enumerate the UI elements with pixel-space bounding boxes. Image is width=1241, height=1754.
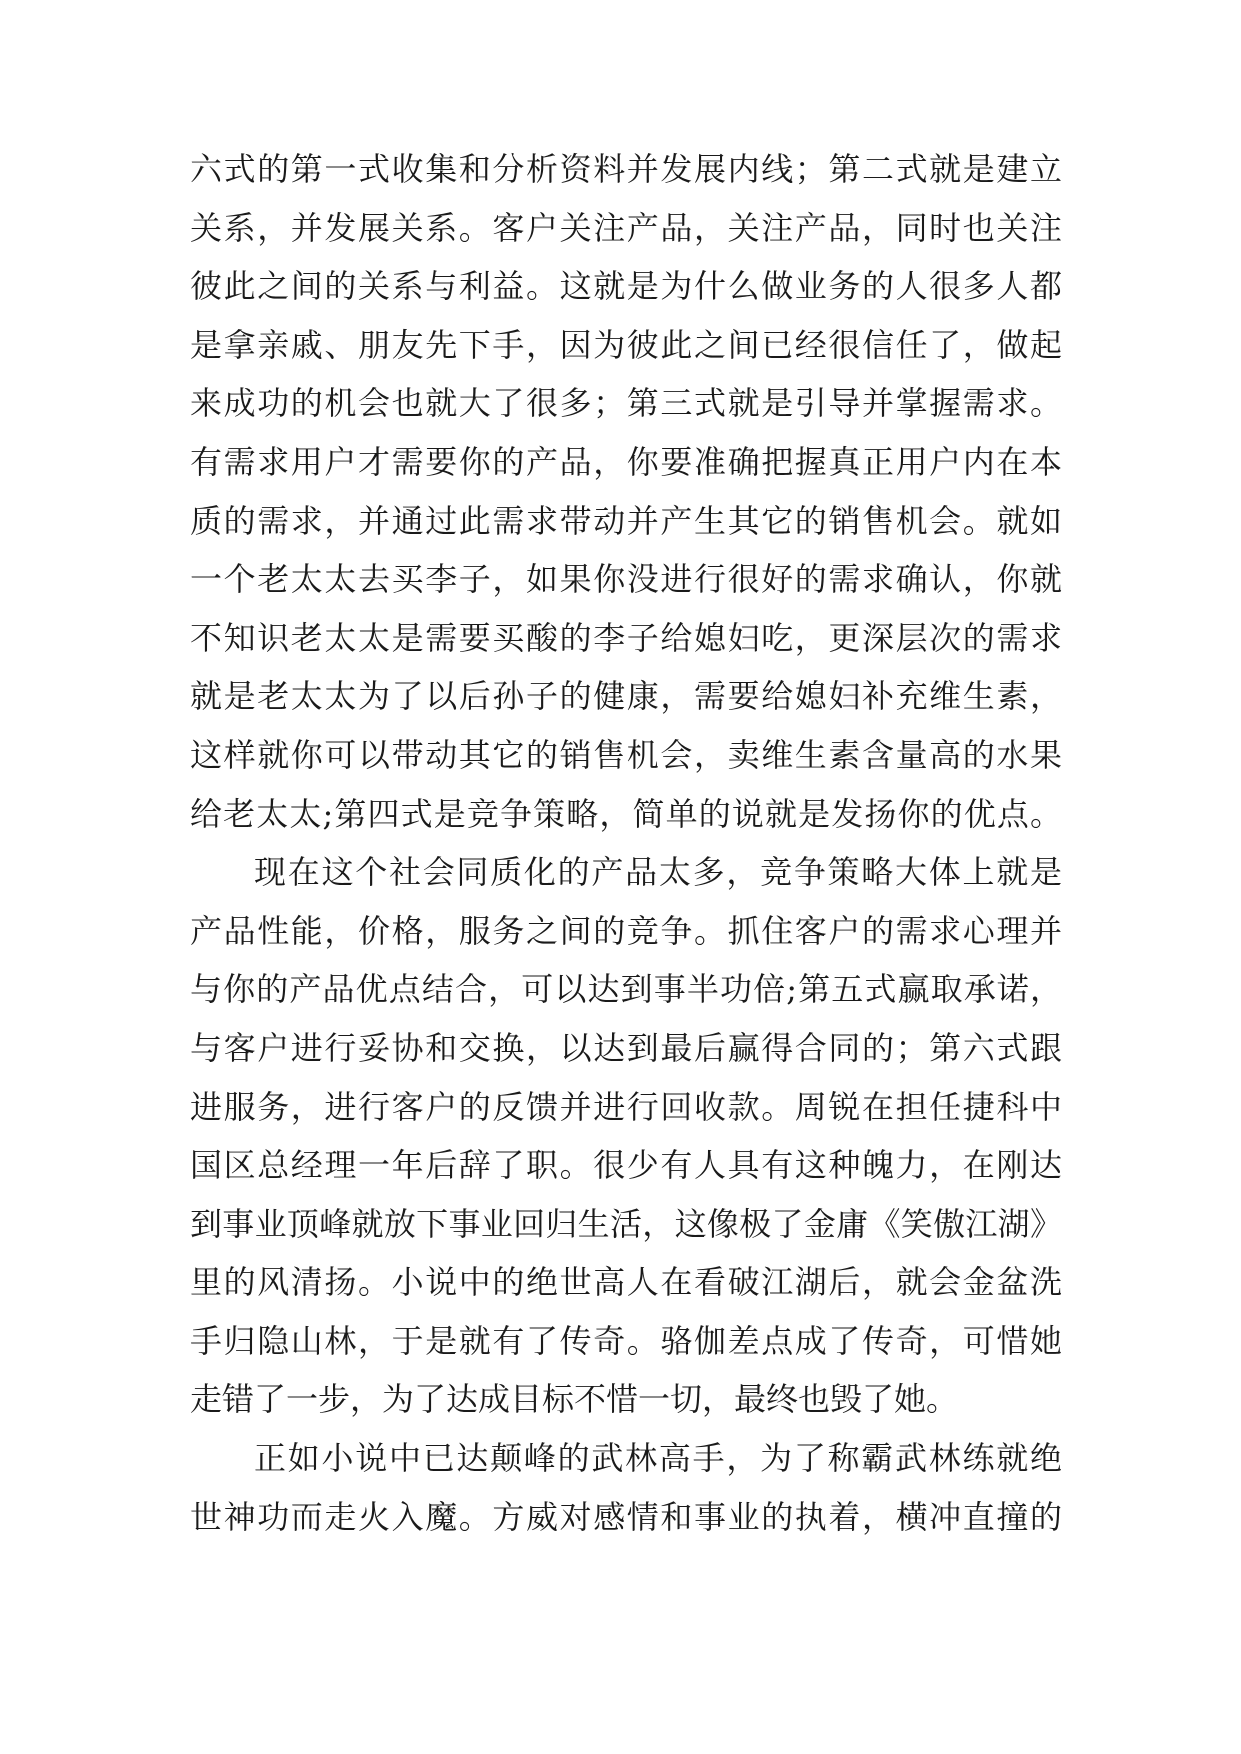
text-line: 就是老太太为了以后孙子的健康，需要给媳妇补充维生素， xyxy=(190,677,1062,716)
text-line: 六式的第一式收集和分析资料并发展内线；第二式就是建立 xyxy=(190,150,1062,188)
text-line: 质的需求，并通过此需求带动并产生其它的销售机会。就如 xyxy=(190,501,1062,540)
text-line: 这样就你可以带动其它的销售机会，卖维生素含量高的水果 xyxy=(190,735,1062,774)
text-line: 是拿亲戚、朋友先下手，因为彼此之间已经很信任了，做起 xyxy=(190,325,1062,364)
text-line: 与客户进行妥协和交换，以达到最后赢得合同的；第六式跟 xyxy=(190,1028,1062,1067)
text-line: 彼此之间的关系与利益。这就是为什么做业务的人很多人都 xyxy=(190,267,1062,306)
text-line: 与你的产品优点结合，可以达到事半功倍;第五式赢取承诺， xyxy=(190,970,1062,1009)
text-line: 正如小说中已达颠峰的武林高手，为了称霸武林练就绝 xyxy=(254,1439,1062,1478)
text-line: 里的风清扬。小说中的绝世高人在看破江湖后，就会金盆洗 xyxy=(190,1263,1062,1302)
text-line: 进服务，进行客户的反馈并进行回收款。周锐在担任捷科中 xyxy=(190,1087,1062,1126)
text-line: 关系，并发展关系。客户关注产品，关注产品，同时也关注 xyxy=(190,208,1062,247)
text-line: 走错了一步，为了达成目标不惜一切，最终也毁了她。 xyxy=(190,1380,959,1419)
text-line: 世神功而走火入魔。方威对感情和事业的执着，横冲直撞的 xyxy=(190,1497,1062,1536)
text-line: 不知识老太太是需要买酸的李子给媳妇吃，更深层次的需求 xyxy=(190,618,1062,657)
text-line: 国区总经理一年后辞了职。很少有人具有这种魄力，在刚达 xyxy=(190,1146,1062,1185)
text-line: 一个老太太去买李子，如果你没进行很好的需求确认，你就 xyxy=(190,560,1062,599)
text-line: 给老太太;第四式是竞争策略，简单的说就是发扬你的优点。 xyxy=(190,794,1062,833)
text-line: 到事业顶峰就放下事业回归生活，这像极了金庸《笑傲江湖》 xyxy=(190,1204,1062,1243)
paragraph-2 xyxy=(190,843,1062,1429)
text-line: 产品性能，价格，服务之间的竞争。抓住客户的需求心理并 xyxy=(190,911,1062,950)
text-line: 手归隐山林，于是就有了传奇。骆伽差点成了传奇，可惜她 xyxy=(190,1321,1062,1360)
text-line: 有需求用户才需要你的产品，你要准确把握真正用户内在本 xyxy=(190,442,1062,481)
text-line: 现在这个社会同质化的产品太多，竞争策略大体上就是 xyxy=(254,853,1062,892)
document-page xyxy=(190,140,1062,1546)
paragraph-3 xyxy=(190,1429,1062,1546)
paragraph-1 xyxy=(190,140,1062,843)
text-line: 来成功的机会也就大了很多；第三式就是引导并掌握需求。 xyxy=(190,384,1062,423)
